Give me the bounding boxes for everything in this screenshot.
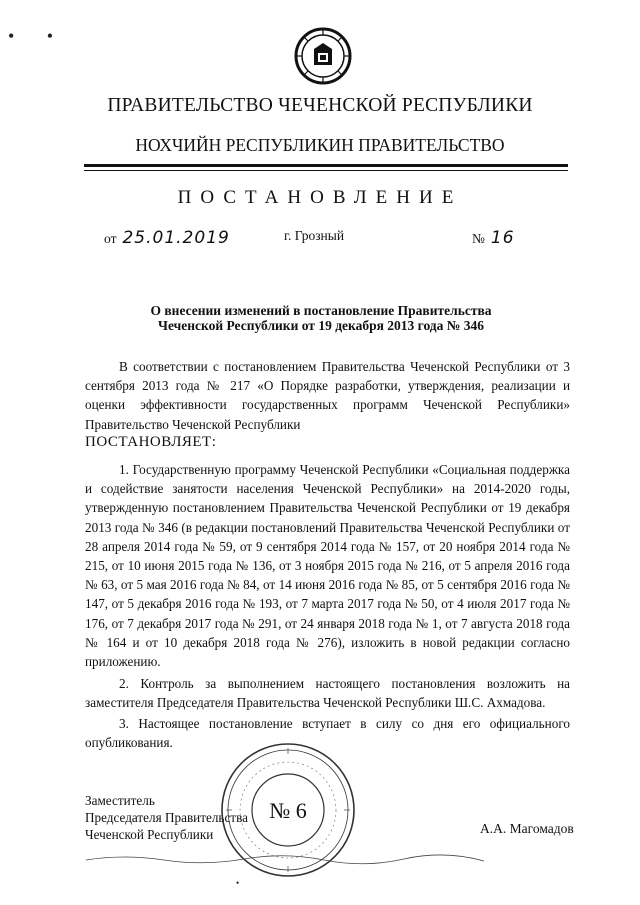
position-line-3: Чеченской Республики [85, 827, 214, 842]
position-line-1: Заместитель [85, 793, 155, 808]
decree-heading: ПОСТАНОВЛЯЕТ: [85, 434, 217, 450]
document-date [104, 228, 230, 248]
title-line-1: О внесении изменений в постановление Правительства [150, 303, 492, 318]
signature-line-icon [84, 848, 564, 868]
government-name-russian: ПРАВИТЕЛЬСТВО ЧЕЧЕНСКОЙ РЕСПУБЛИКИ [107, 95, 533, 116]
date-label: от [104, 231, 117, 246]
scan-mark-bottom: • [236, 878, 240, 888]
document-title [96, 303, 546, 333]
document-city: г. Грозный [284, 228, 345, 243]
item-3-paragraph: 3. Настоящее постановление вступает в силу со дня его официального опубликования. [85, 716, 570, 751]
seal-number: № 6 [269, 798, 307, 823]
handwritten-date: 25.01.2019 [122, 228, 230, 248]
item-2-paragraph: 2. Контроль за выполнением настоящего постановления возложить на заместителя Председателя Правительства Чеченской Республики Ш.С. Ахмадова. [85, 676, 570, 711]
number-label: № [472, 231, 485, 246]
document-number [472, 228, 515, 248]
position-line-2: Председателя Правительства [85, 810, 248, 825]
item-1-paragraph: 1. Государственную программу Чеченской Республики «Социальная поддержка и содействие занятости населения Чеченской Республики» на 2014-2020 годы, утвержденную постановлением Правительства Чеченской Республики от 19 декабря 2013 года № 346 (в редакции постановлений Правительства Чеченской Республики от 28 апреля 2014 года № 59, от 9 сентября 2014 года № 157, от 20 ноября 2014 года № 215, от 10 июня 2015 года № 136, от 3 ноября 2015 года № 216, от 5 апреля 2016 года № 63, от 5 мая 2016 года № 84, от 14 июня 2016 года № 85, от 5 сентября 2016 года № 147, от 5 декабря 2016 года № 193, от 7 марта 2017 года № 50, от 4 июля 2017 года № 176, от 7 декабря 2017 года № 291, от 24 января 2018 года № 1, от 7 августа 2018 года № 164 и от 10 декабря 2018 года № 276), изложить в новой редакции согласно приложению. [85, 462, 570, 670]
coat-of-arms-icon [294, 27, 352, 85]
scan-marks: • • [8, 26, 68, 46]
header-rule-thick [84, 164, 568, 167]
header-rule-thin [84, 170, 568, 171]
title-line-2: Чеченской Республики от 19 декабря 2013 года № 346 [158, 318, 484, 333]
signatory-name: А.А. Магомадов [480, 821, 574, 836]
handwritten-number: 16 [490, 228, 515, 248]
government-name-chechen: НОХЧИЙН РЕСПУБЛИКИН ПРАВИТЕЛЬСТВО [135, 135, 505, 155]
signatory-position [85, 792, 248, 843]
document-type: ПОСТАНОВЛЕНИЕ [177, 187, 463, 208]
preamble-paragraph: В соответствии с постановлением Правительства Чеченской Республики от 3 сентября 2013 года № 217 «О Порядке разработки, утверждения, реализации и оценки эффективности государственных программ Чеченской Республики» Правительство Чеченской Республики [85, 359, 570, 432]
